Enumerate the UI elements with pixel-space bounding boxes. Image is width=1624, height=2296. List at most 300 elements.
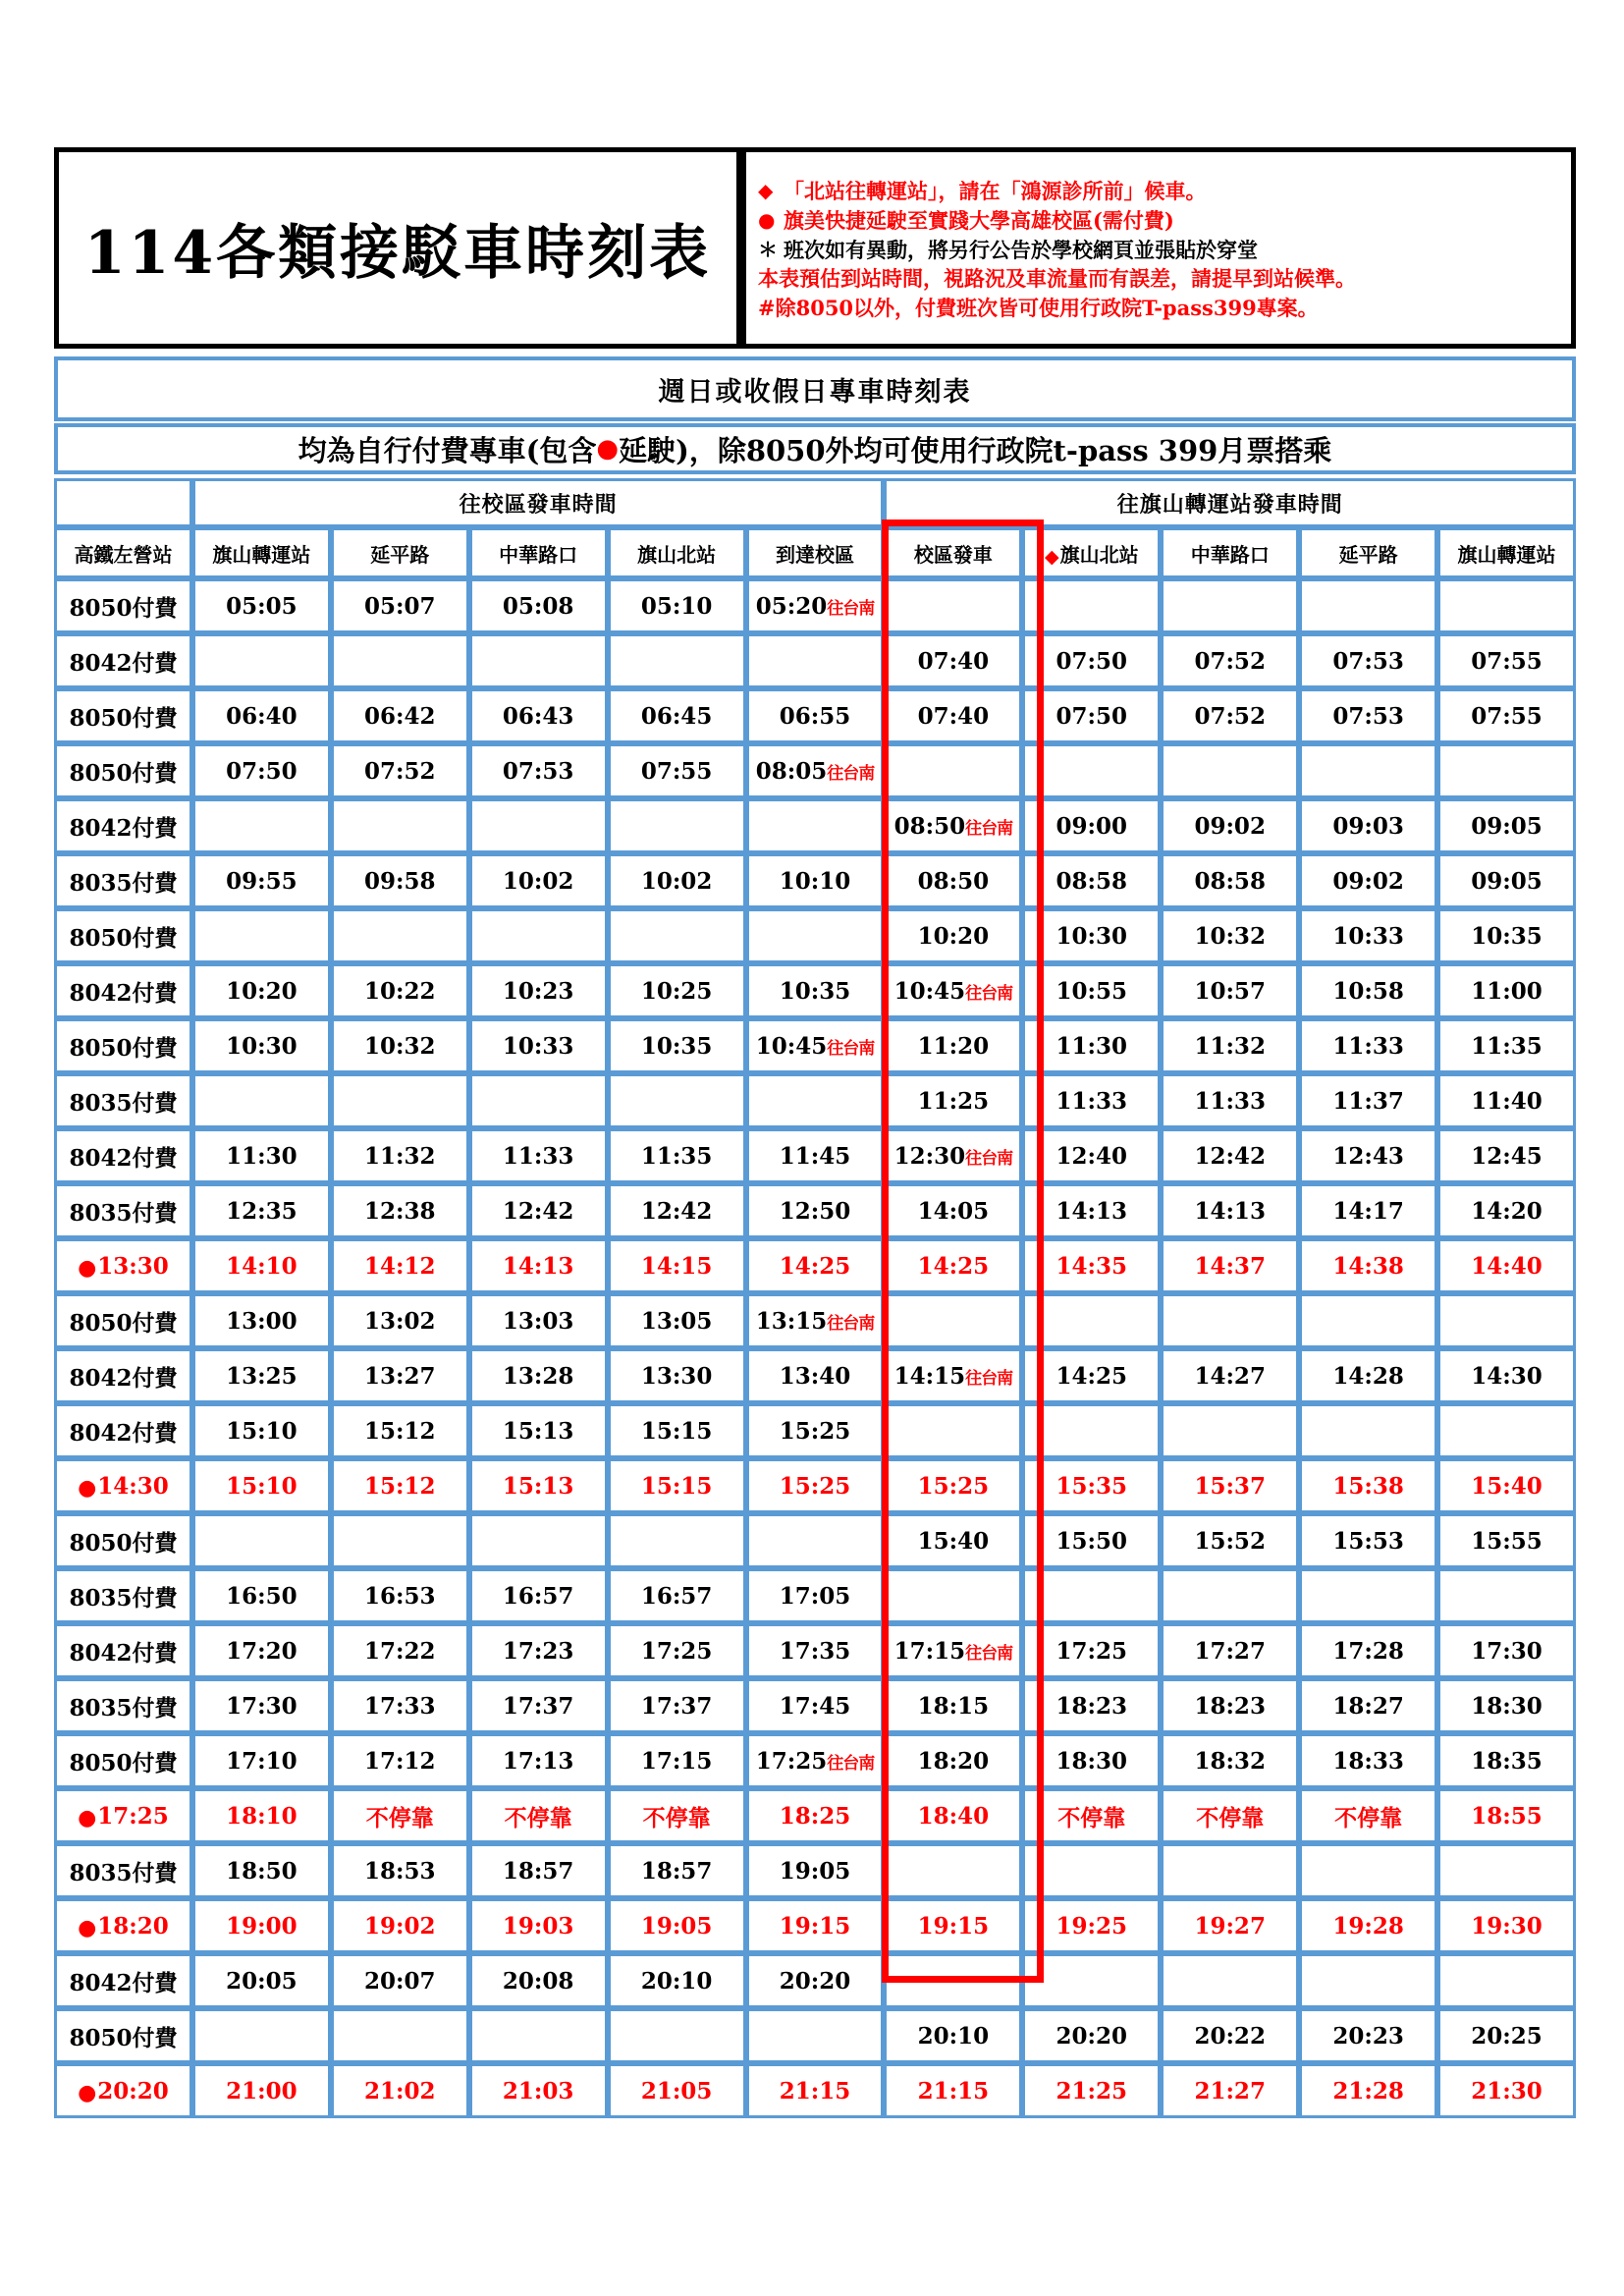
- time-cell-qishan-transfer-back: [1437, 578, 1576, 633]
- destination-suffix: 往台南: [965, 1148, 1013, 1169]
- time-cell-zhonghua-rd-out: [469, 1403, 608, 1458]
- time-value: 10:22: [364, 977, 436, 1005]
- time-cell-yanping-rd-back: [1299, 1953, 1437, 2008]
- time-value: 19:15: [779, 1912, 851, 1940]
- time-cell-qishan-transfer-out: [192, 1238, 331, 1293]
- time-cell-yanping-rd-back: [1299, 1348, 1437, 1403]
- time-value: 17:12: [364, 1747, 436, 1775]
- time-cell-qishan-north-back: [1022, 1293, 1161, 1348]
- time-value: 12:43: [1332, 1142, 1404, 1170]
- time-cell-arrive-campus: [746, 1788, 885, 1843]
- time-cell-zhonghua-rd-out: [469, 1018, 608, 1073]
- time-cell-qishan-north-out: [608, 743, 746, 798]
- time-cell-depart-campus: [884, 1128, 1022, 1183]
- time-cell-qishan-transfer-out: [192, 908, 331, 963]
- time-value: 17:10: [226, 1747, 298, 1775]
- time-cell-qishan-transfer-back: [1437, 908, 1576, 963]
- time-value: 18:30: [1471, 1692, 1543, 1720]
- time-cell-yanping-rd-back: [1299, 1403, 1437, 1458]
- time-value: 14:30: [1471, 1362, 1543, 1390]
- time-value: 14:12: [364, 1252, 436, 1280]
- time-cell-qishan-north-back: [1022, 688, 1161, 743]
- time-cell-qishan-transfer-out: [192, 1733, 331, 1788]
- time-cell-depart-campus: [884, 1568, 1022, 1623]
- time-value: 11:40: [1471, 1087, 1543, 1115]
- time-cell-qishan-north-back: [1022, 1183, 1161, 1238]
- time-cell-qishan-transfer-back: [1437, 1018, 1576, 1073]
- time-value: 07:53: [1332, 647, 1404, 675]
- time-cell-yanping-rd-back: [1299, 1733, 1437, 1788]
- time-value: 21:15: [917, 2077, 990, 2105]
- time-cell-zhonghua-rd-out: [469, 1733, 608, 1788]
- time-value: 11:30: [1056, 1032, 1128, 1060]
- time-cell-qishan-north-out: [608, 1788, 746, 1843]
- table-row: [54, 2063, 1576, 2118]
- time-value: 09:02: [1332, 867, 1404, 895]
- time-cell-qishan-north-out: [608, 1678, 746, 1733]
- time-value: 05:08: [502, 592, 574, 620]
- time-cell-depart-campus: [884, 633, 1022, 688]
- time-value: 17:25: [1056, 1637, 1128, 1665]
- time-cell-zhonghua-rd-out: [469, 1843, 608, 1898]
- time-cell-zhonghua-rd-out: [469, 1348, 608, 1403]
- route-cell: 8050付費: [54, 1018, 192, 1073]
- time-cell-qishan-north-back: [1022, 1238, 1161, 1293]
- time-cell-depart-campus: [884, 1678, 1022, 1733]
- time-cell-depart-campus: [884, 688, 1022, 743]
- time-cell-arrive-campus: [746, 633, 885, 688]
- time-value: 16:57: [640, 1582, 713, 1610]
- time-cell-yanping-rd-back: [1299, 853, 1437, 908]
- note-text-1: 「北站往轉運站」，請在「鴻源診所前」候車。: [784, 178, 1207, 203]
- time-cell-zhonghua-rd-back: [1161, 2008, 1299, 2063]
- time-value: 20:10: [640, 1967, 713, 1995]
- red-circle-icon: ●: [78, 1474, 97, 1501]
- route-cell: [54, 1458, 192, 1513]
- time-cell-yanping-rd-out: [331, 1128, 469, 1183]
- time-value: 15:10: [226, 1472, 298, 1500]
- time-cell-qishan-transfer-out: [192, 1898, 331, 1953]
- time-value: 14:13: [1056, 1197, 1128, 1225]
- time-value: 21:25: [1056, 2077, 1128, 2105]
- time-value: 11:33: [1332, 1032, 1404, 1060]
- time-value: 13:00: [226, 1307, 298, 1335]
- time-cell-zhonghua-rd-out: [469, 743, 608, 798]
- time-cell-qishan-transfer-back: [1437, 1513, 1576, 1568]
- time-value: 07:40: [917, 702, 990, 730]
- time-value: 17:23: [502, 1637, 574, 1665]
- time-value: 10:55: [1056, 977, 1128, 1005]
- time-value: 10:02: [640, 867, 713, 895]
- no-stop-label: 不停靠: [1196, 1804, 1265, 1831]
- time-value: 21:00: [226, 2077, 298, 2105]
- time-cell-qishan-north-out: [608, 1018, 746, 1073]
- time-cell-zhonghua-rd-back: [1161, 853, 1299, 908]
- time-value: 17:25: [640, 1637, 713, 1665]
- route-cell: 8035付費: [54, 1183, 192, 1238]
- time-cell-qishan-north-out: [608, 1183, 746, 1238]
- time-cell-qishan-transfer-out: [192, 1678, 331, 1733]
- red-diamond-icon: ◆: [1044, 545, 1059, 568]
- time-cell-qishan-transfer-out: [192, 1788, 331, 1843]
- time-cell-qishan-north-out: [608, 2008, 746, 2063]
- time-cell-yanping-rd-out: [331, 1458, 469, 1513]
- time-value: 18:30: [1056, 1747, 1128, 1775]
- note-text-3: 班次如有異動，將另行公告於學校網頁並張貼於穿堂: [784, 237, 1258, 262]
- time-cell-yanping-rd-back: [1299, 1843, 1437, 1898]
- red-circle-icon: ●: [78, 1914, 97, 1941]
- time-cell-arrive-campus: [746, 1183, 885, 1238]
- schedule-table: [54, 478, 1576, 2118]
- time-value: 09:02: [1194, 812, 1266, 840]
- time-value: 10:32: [364, 1032, 436, 1060]
- no-stop-label: 不停靠: [504, 1804, 572, 1831]
- time-value: 14:10: [226, 1252, 298, 1280]
- column-header-yanping-rd-back[interactable]: 延平路: [1299, 527, 1437, 578]
- time-cell-zhonghua-rd-back: [1161, 1073, 1299, 1128]
- route-cell: 8035付費: [54, 1678, 192, 1733]
- time-value: 21:15: [779, 2077, 851, 2105]
- route-cell: 8035付費: [54, 1568, 192, 1623]
- time-cell-yanping-rd-out: [331, 2063, 469, 2118]
- notes-panel: [741, 147, 1576, 349]
- time-value: 20:22: [1194, 2022, 1266, 2050]
- table-row: [54, 743, 1576, 798]
- table-row: [54, 963, 1576, 1018]
- time-value: 18:25: [779, 1802, 851, 1830]
- group-header-blank: [54, 478, 192, 527]
- time-value: 15:12: [364, 1417, 436, 1445]
- table-row: [54, 578, 1576, 633]
- table-row: [54, 1293, 1576, 1348]
- table-row: [54, 688, 1576, 743]
- time-value: 15:25: [917, 1472, 990, 1500]
- time-value: 19:15: [917, 1912, 990, 1940]
- column-header-qishan-north-out[interactable]: 旗山北站: [608, 527, 746, 578]
- destination-suffix: 往台南: [827, 598, 875, 619]
- time-cell-qishan-north-back: [1022, 633, 1161, 688]
- time-value: 17:35: [779, 1637, 851, 1665]
- time-cell-qishan-transfer-back: [1437, 2008, 1576, 2063]
- time-value: 15:50: [1056, 1527, 1128, 1555]
- column-header-zhonghua-rd-back[interactable]: 中華路口: [1161, 527, 1299, 578]
- table-row: [54, 633, 1576, 688]
- time-value: 19:05: [779, 1857, 851, 1885]
- route-cell: 8050付費: [54, 743, 192, 798]
- time-value: 18:57: [502, 1857, 574, 1885]
- time-value: 06:55: [779, 702, 851, 730]
- time-cell-arrive-campus: [746, 1458, 885, 1513]
- time-cell-qishan-north-out: [608, 853, 746, 908]
- time-value: 10:20: [226, 977, 298, 1005]
- time-value: 18:23: [1194, 1692, 1266, 1720]
- red-diamond-icon: ◆: [758, 178, 774, 202]
- column-header-arrive-campus[interactable]: 到達校區: [746, 527, 885, 578]
- column-header-depart-campus[interactable]: 校區發車: [884, 527, 1022, 578]
- time-value: 10:58: [1332, 977, 1404, 1005]
- table-body: [54, 578, 1576, 2118]
- time-cell-yanping-rd-back: [1299, 908, 1437, 963]
- table-row: [54, 1238, 1576, 1293]
- time-value: 09:58: [364, 867, 436, 895]
- time-value: 15:38: [1332, 1472, 1404, 1500]
- table-row: [54, 798, 1576, 853]
- time-value: 07:50: [1056, 647, 1128, 675]
- time-cell-yanping-rd-out: [331, 1733, 469, 1788]
- time-cell-qishan-north-out: [608, 1568, 746, 1623]
- time-value: 17:30: [1471, 1637, 1543, 1665]
- time-cell-qishan-north-back: [1022, 1128, 1161, 1183]
- time-value: 21:02: [364, 2077, 436, 2105]
- time-cell-depart-campus: [884, 1403, 1022, 1458]
- route-label: 20:20: [97, 2077, 169, 2105]
- route-cell: 8050付費: [54, 1293, 192, 1348]
- time-value: 07:55: [1471, 702, 1543, 730]
- time-value: 18:27: [1332, 1692, 1404, 1720]
- time-cell-yanping-rd-out: [331, 963, 469, 1018]
- column-header-qishan-north-back[interactable]: [1022, 527, 1161, 578]
- time-cell-zhonghua-rd-back: [1161, 633, 1299, 688]
- time-cell-qishan-transfer-out: [192, 1513, 331, 1568]
- table-row: [54, 1843, 1576, 1898]
- time-cell-zhonghua-rd-back: [1161, 1403, 1299, 1458]
- time-cell-zhonghua-rd-out: [469, 853, 608, 908]
- time-value: 17:28: [1332, 1637, 1404, 1665]
- time-cell-zhonghua-rd-back: [1161, 688, 1299, 743]
- time-value: 20:07: [364, 1967, 436, 1995]
- time-value: 11:37: [1332, 1087, 1404, 1115]
- time-cell-qishan-north-out: [608, 798, 746, 853]
- time-value: 15:25: [779, 1472, 851, 1500]
- time-cell-qishan-transfer-back: [1437, 1623, 1576, 1678]
- time-value: 07:52: [1194, 702, 1266, 730]
- column-header-label: 旗山北站: [1059, 542, 1139, 567]
- time-value: 14:25: [917, 1252, 990, 1280]
- time-value: 10:57: [1194, 977, 1266, 1005]
- time-value: 17:33: [364, 1692, 436, 1720]
- red-circle-icon: ●: [78, 1254, 97, 1281]
- time-cell-yanping-rd-back: [1299, 1018, 1437, 1073]
- time-cell-qishan-transfer-out: [192, 1073, 331, 1128]
- time-cell-qishan-north-out: [608, 908, 746, 963]
- time-value: 08:05: [755, 757, 828, 785]
- time-value: 21:27: [1194, 2077, 1266, 2105]
- top-header-band: [54, 147, 1576, 349]
- time-cell-qishan-north-out: [608, 1458, 746, 1513]
- time-value: 18:23: [1056, 1692, 1128, 1720]
- time-value: 15:15: [640, 1417, 713, 1445]
- time-value: 19:05: [640, 1912, 713, 1940]
- time-value: 08:50: [893, 812, 966, 840]
- time-cell-zhonghua-rd-out: [469, 798, 608, 853]
- time-cell-depart-campus: [884, 1898, 1022, 1953]
- time-cell-zhonghua-rd-back: [1161, 908, 1299, 963]
- time-value: 19:30: [1471, 1912, 1543, 1940]
- time-cell-qishan-north-out: [608, 688, 746, 743]
- time-value: 18:35: [1471, 1747, 1543, 1775]
- time-cell-qishan-transfer-out: [192, 1183, 331, 1238]
- time-value: 06:45: [640, 702, 713, 730]
- time-cell-zhonghua-rd-out: [469, 2008, 608, 2063]
- time-cell-zhonghua-rd-back: [1161, 1898, 1299, 1953]
- route-cell: 8035付費: [54, 853, 192, 908]
- time-cell-zhonghua-rd-out: [469, 1073, 608, 1128]
- time-value: 17:15: [893, 1637, 966, 1665]
- time-value: 16:57: [502, 1582, 574, 1610]
- time-value: 10:45: [755, 1032, 828, 1060]
- time-cell-qishan-transfer-back: [1437, 1293, 1576, 1348]
- time-cell-qishan-north-back: [1022, 1678, 1161, 1733]
- time-value: 12:42: [640, 1197, 713, 1225]
- route-label: 14:30: [97, 1472, 169, 1500]
- destination-suffix: 往台南: [965, 983, 1013, 1004]
- time-value: 15:55: [1471, 1527, 1543, 1555]
- red-circle-icon: ●: [596, 434, 620, 464]
- time-cell-zhonghua-rd-out: [469, 1953, 608, 2008]
- time-value: 13:40: [779, 1362, 851, 1390]
- time-value: 11:33: [1194, 1087, 1266, 1115]
- time-value: 12:38: [364, 1197, 436, 1225]
- time-value: 10:35: [779, 977, 851, 1005]
- time-value: 17:15: [640, 1747, 713, 1775]
- subtitle-line2-before: 均為自行付費專車(包含: [298, 433, 597, 467]
- no-stop-label: 不停靠: [1334, 1804, 1403, 1831]
- destination-suffix: 往台南: [965, 1643, 1013, 1664]
- time-cell-qishan-transfer-back: [1437, 1403, 1576, 1458]
- time-cell-zhonghua-rd-out: [469, 1623, 608, 1678]
- time-value: 13:28: [502, 1362, 574, 1390]
- route-cell: 8042付費: [54, 1953, 192, 2008]
- schedule-table-wrapper: [54, 478, 1576, 2118]
- time-value: 08:50: [917, 867, 990, 895]
- column-header-qishan-transfer-out[interactable]: 旗山轉運站: [192, 527, 331, 578]
- time-cell-qishan-transfer-back: [1437, 1568, 1576, 1623]
- time-cell-yanping-rd-back: [1299, 1183, 1437, 1238]
- time-cell-yanping-rd-out: [331, 908, 469, 963]
- time-cell-yanping-rd-back: [1299, 688, 1437, 743]
- time-value: 08:58: [1194, 867, 1266, 895]
- time-cell-yanping-rd-out: [331, 1788, 469, 1843]
- time-cell-yanping-rd-back: [1299, 2063, 1437, 2118]
- time-cell-yanping-rd-back: [1299, 1293, 1437, 1348]
- red-circle-icon: ●: [758, 207, 776, 232]
- time-cell-depart-campus: [884, 1953, 1022, 2008]
- route-cell: 8042付費: [54, 963, 192, 1018]
- time-value: 19:02: [364, 1912, 436, 1940]
- time-value: 10:30: [1056, 922, 1128, 950]
- time-value: 14:17: [1332, 1197, 1404, 1225]
- column-header-zhonghua-rd-out[interactable]: 中華路口: [469, 527, 608, 578]
- time-value: 07:53: [502, 757, 574, 785]
- time-cell-zhonghua-rd-out: [469, 1128, 608, 1183]
- time-value: 07:52: [1194, 647, 1266, 675]
- time-cell-qishan-north-out: [608, 1953, 746, 2008]
- time-cell-yanping-rd-out: [331, 853, 469, 908]
- time-cell-qishan-north-back: [1022, 2008, 1161, 2063]
- table-row: [54, 1183, 1576, 1238]
- time-cell-qishan-north-back: [1022, 1403, 1161, 1458]
- time-cell-zhonghua-rd-out: [469, 1458, 608, 1513]
- time-cell-yanping-rd-out: [331, 1183, 469, 1238]
- time-value: 17:20: [226, 1637, 298, 1665]
- time-value: 09:00: [1056, 812, 1128, 840]
- time-value: 19:25: [1056, 1912, 1128, 1940]
- time-value: 05:05: [226, 592, 298, 620]
- time-cell-yanping-rd-out: [331, 578, 469, 633]
- time-cell-qishan-transfer-out: [192, 1843, 331, 1898]
- column-header-yanping-rd-out[interactable]: 延平路: [331, 527, 469, 578]
- table-row: [54, 2008, 1576, 2063]
- time-cell-qishan-transfer-out: [192, 853, 331, 908]
- time-value: 19:28: [1332, 1912, 1404, 1940]
- time-cell-qishan-north-back: [1022, 1513, 1161, 1568]
- time-value: 13:25: [226, 1362, 298, 1390]
- time-value: 10:02: [502, 867, 574, 895]
- time-value: 11:45: [779, 1142, 851, 1170]
- time-cell-qishan-transfer-out: [192, 2063, 331, 2118]
- time-cell-arrive-campus: [746, 1403, 885, 1458]
- time-value: 17:25: [755, 1747, 828, 1775]
- time-value: 18:50: [226, 1857, 298, 1885]
- time-cell-qishan-transfer-out: [192, 1458, 331, 1513]
- time-cell-depart-campus: [884, 908, 1022, 963]
- time-cell-yanping-rd-back: [1299, 1898, 1437, 1953]
- time-value: 13:30: [640, 1362, 713, 1390]
- time-value: 12:42: [1194, 1142, 1266, 1170]
- time-cell-qishan-transfer-out: [192, 1018, 331, 1073]
- time-cell-arrive-campus: [746, 1568, 885, 1623]
- time-cell-depart-campus: [884, 853, 1022, 908]
- red-circle-icon: ●: [78, 1804, 97, 1831]
- time-cell-yanping-rd-out: [331, 1403, 469, 1458]
- time-value: 15:52: [1194, 1527, 1266, 1555]
- time-cell-zhonghua-rd-back: [1161, 1788, 1299, 1843]
- time-value: 21:03: [502, 2077, 574, 2105]
- time-cell-qishan-transfer-back: [1437, 743, 1576, 798]
- time-cell-yanping-rd-back: [1299, 1073, 1437, 1128]
- time-value: 21:05: [640, 2077, 713, 2105]
- time-value: 10:30: [226, 1032, 298, 1060]
- time-value: 21:30: [1471, 2077, 1543, 2105]
- time-value: 19:03: [502, 1912, 574, 1940]
- time-cell-qishan-north-out: [608, 1733, 746, 1788]
- time-value: 14:25: [779, 1252, 851, 1280]
- time-cell-qishan-north-back: [1022, 743, 1161, 798]
- column-header-qishan-transfer-back[interactable]: 旗山轉運站: [1437, 527, 1576, 578]
- time-cell-depart-campus: [884, 578, 1022, 633]
- time-cell-qishan-north-back: [1022, 1568, 1161, 1623]
- group-header-to-qishan: 往旗山轉運站發車時間: [884, 478, 1576, 527]
- column-header-route[interactable]: 高鐵左營站: [54, 527, 192, 578]
- table-row: [54, 1458, 1576, 1513]
- route-cell: [54, 2063, 192, 2118]
- time-value: 14:13: [1194, 1197, 1266, 1225]
- time-cell-depart-campus: [884, 1238, 1022, 1293]
- destination-suffix: 往台南: [827, 1313, 875, 1334]
- time-value: 13:15: [755, 1307, 828, 1335]
- time-cell-yanping-rd-back: [1299, 1238, 1437, 1293]
- title-box: [54, 147, 741, 349]
- time-cell-depart-campus: [884, 1293, 1022, 1348]
- time-cell-qishan-transfer-back: [1437, 963, 1576, 1018]
- time-cell-zhonghua-rd-out: [469, 2063, 608, 2118]
- time-value: 15:35: [1056, 1472, 1128, 1500]
- time-value: 09:55: [226, 867, 298, 895]
- subtitle-schedule-type: [54, 356, 1576, 421]
- time-cell-arrive-campus: [746, 2008, 885, 2063]
- time-cell-yanping-rd-out: [331, 798, 469, 853]
- time-value: 10:32: [1194, 922, 1266, 950]
